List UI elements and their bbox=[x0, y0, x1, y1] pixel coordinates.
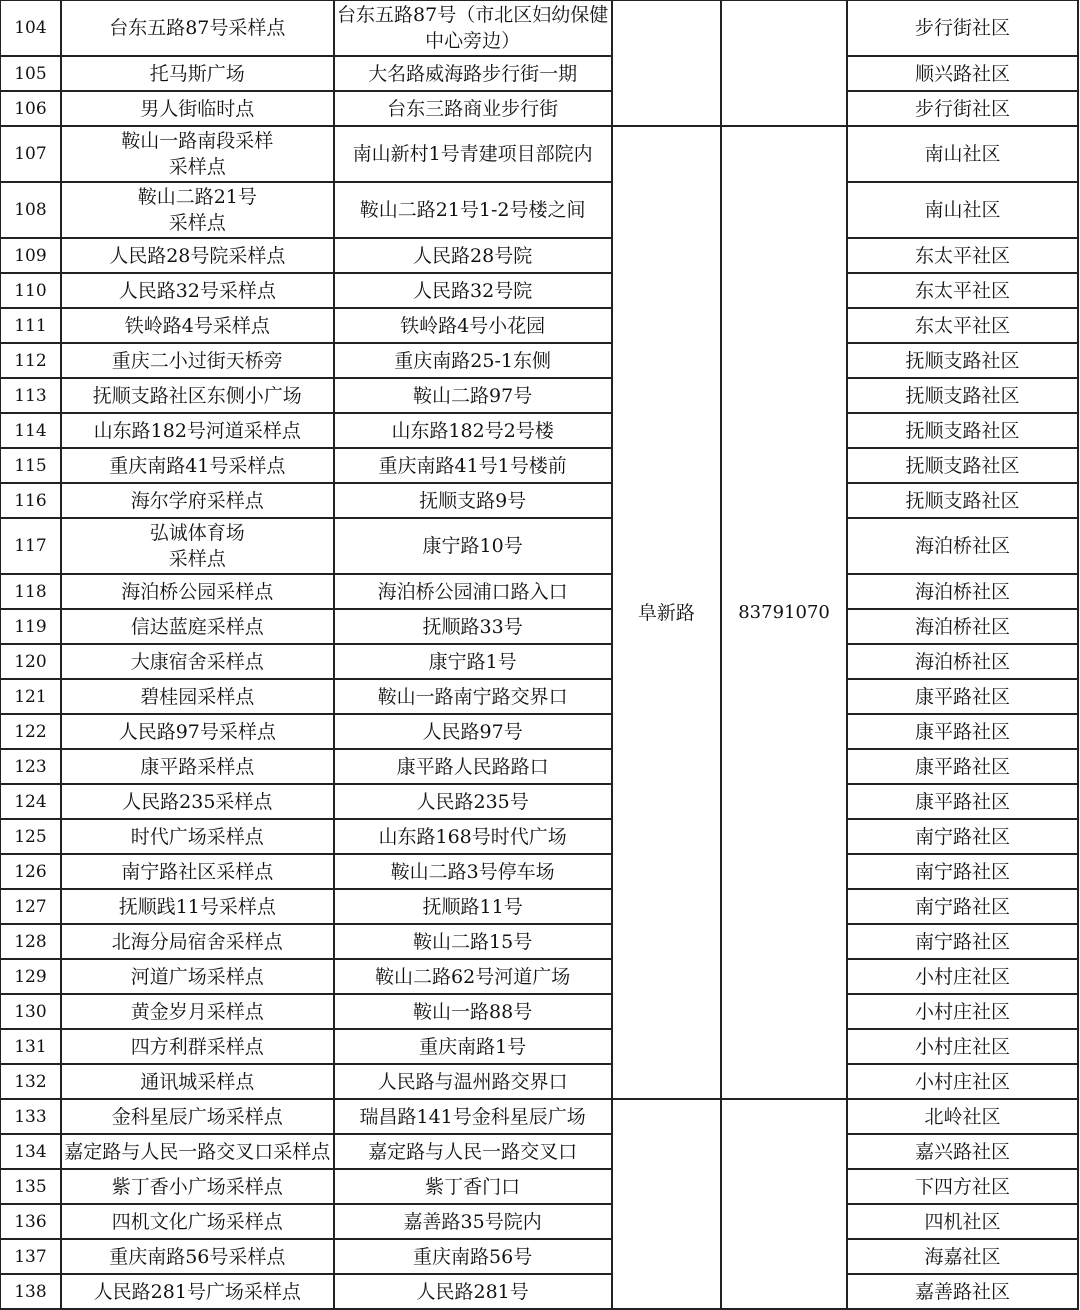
cell-line: 康平路人民路路口 bbox=[396, 755, 549, 778]
row-number: 126 bbox=[0, 854, 61, 889]
address-cell bbox=[334, 644, 612, 679]
table-row bbox=[0, 714, 1078, 749]
community-cell: 抚顺支路社区 bbox=[847, 483, 1078, 518]
community-cell: 南宁路社区 bbox=[847, 819, 1078, 854]
cell-line: 嘉定路与人民一路交叉口采样点 bbox=[64, 1140, 331, 1163]
table-row bbox=[0, 749, 1078, 784]
row-number: 108 bbox=[0, 182, 61, 238]
site-name-cell bbox=[61, 819, 334, 854]
community-cell: 下四方社区 bbox=[847, 1169, 1078, 1204]
address-cell bbox=[334, 483, 612, 518]
address-cell bbox=[334, 1239, 612, 1274]
cell-line: 鞍山二路15号 bbox=[413, 930, 533, 953]
cell-line: 康宁路1号 bbox=[428, 650, 517, 673]
cell-line: 嘉定路与人民一路交叉口 bbox=[368, 1140, 578, 1163]
row-number: 137 bbox=[0, 1239, 61, 1274]
site-name-cell bbox=[61, 959, 334, 994]
table-row bbox=[0, 378, 1078, 413]
cell-line: 台东五路87号采样点 bbox=[109, 17, 286, 39]
cell-line: 鞍山一路南宁路交界口 bbox=[377, 685, 568, 708]
community-cell: 小村庄社区 bbox=[847, 959, 1078, 994]
cell-line: 南山新村1号青建项目部院内 bbox=[352, 143, 593, 165]
community-cell: 康平路社区 bbox=[847, 714, 1078, 749]
table-row bbox=[0, 1274, 1078, 1309]
community-cell: 顺兴路社区 bbox=[847, 56, 1078, 91]
address-cell bbox=[334, 182, 612, 238]
cell-line: 人民路32号院 bbox=[413, 279, 533, 302]
table-row bbox=[0, 924, 1078, 959]
site-name-cell bbox=[61, 1134, 334, 1169]
row-number: 113 bbox=[0, 378, 61, 413]
cell-line: 采样点 bbox=[168, 156, 226, 178]
community-cell: 南山社区 bbox=[847, 126, 1078, 182]
community-cell: 南山社区 bbox=[847, 182, 1078, 238]
cell-line: 重庆南路25-1东侧 bbox=[394, 349, 551, 372]
address-cell bbox=[334, 308, 612, 343]
community-cell: 步行街社区 bbox=[847, 91, 1078, 126]
row-number: 119 bbox=[0, 609, 61, 644]
address-cell bbox=[334, 889, 612, 924]
cell-line: 人民路97号 bbox=[422, 720, 523, 743]
cell-line: 鞍山二路21号1-2号楼之间 bbox=[359, 199, 586, 221]
cell-line: 河道广场采样点 bbox=[130, 965, 264, 988]
row-number: 112 bbox=[0, 343, 61, 378]
table-row bbox=[0, 343, 1078, 378]
table-row bbox=[0, 308, 1078, 343]
community-cell: 小村庄社区 bbox=[847, 994, 1078, 1029]
cell-line: 重庆南路41号采样点 bbox=[109, 454, 286, 477]
community-cell: 东太平社区 bbox=[847, 308, 1078, 343]
table-row bbox=[0, 819, 1078, 854]
row-number: 109 bbox=[0, 238, 61, 273]
row-number: 110 bbox=[0, 273, 61, 308]
row-number: 122 bbox=[0, 714, 61, 749]
cell-line: 弘诚体育场 bbox=[149, 522, 245, 544]
cell-line: 鞍山二路21号 bbox=[137, 186, 257, 208]
cell-line: 南宁路社区采样点 bbox=[121, 860, 274, 883]
site-name-cell bbox=[61, 1274, 334, 1309]
community-cell: 海泊桥社区 bbox=[847, 574, 1078, 609]
site-name-cell bbox=[61, 574, 334, 609]
cell-line: 人民路235号 bbox=[416, 790, 529, 813]
district-cell bbox=[612, 1099, 722, 1309]
community-cell: 小村庄社区 bbox=[847, 1029, 1078, 1064]
site-name-cell bbox=[61, 749, 334, 784]
cell-line: 抚顺路33号 bbox=[422, 615, 523, 638]
table-row bbox=[0, 1099, 1078, 1134]
site-name-cell bbox=[61, 1204, 334, 1239]
cell-line: 鞍山二路62号河道广场 bbox=[375, 965, 571, 988]
row-number: 130 bbox=[0, 994, 61, 1029]
table-row bbox=[0, 126, 1078, 182]
row-number: 138 bbox=[0, 1274, 61, 1309]
site-name-cell bbox=[61, 448, 334, 483]
cell-line: 黄金岁月采样点 bbox=[130, 1000, 264, 1023]
cell-line: 人民路235采样点 bbox=[122, 790, 273, 813]
community-cell: 南宁路社区 bbox=[847, 854, 1078, 889]
site-name-cell bbox=[61, 343, 334, 378]
district-cell bbox=[612, 0, 722, 126]
cell-line: 山东路168号时代广场 bbox=[378, 825, 567, 848]
site-name-cell bbox=[61, 1029, 334, 1064]
address-cell bbox=[334, 679, 612, 714]
table-row bbox=[0, 1029, 1078, 1064]
table-row bbox=[0, 238, 1078, 273]
site-name-cell bbox=[61, 308, 334, 343]
row-number: 104 bbox=[0, 0, 61, 56]
community-cell: 四机社区 bbox=[847, 1204, 1078, 1239]
district-cell: 阜新路 bbox=[612, 126, 722, 1099]
site-name-cell bbox=[61, 854, 334, 889]
cell-line: 重庆南路41号1号楼前 bbox=[378, 454, 567, 477]
cell-line: 托马斯广场 bbox=[149, 62, 245, 85]
row-number: 132 bbox=[0, 1064, 61, 1099]
address-cell bbox=[334, 1169, 612, 1204]
community-cell: 抚顺支路社区 bbox=[847, 343, 1078, 378]
phone-cell bbox=[721, 1099, 847, 1309]
address-cell bbox=[334, 1274, 612, 1309]
row-number: 136 bbox=[0, 1204, 61, 1239]
cell-line: 采样点 bbox=[168, 548, 226, 570]
row-number: 105 bbox=[0, 56, 61, 91]
cell-line: 男人街临时点 bbox=[140, 97, 255, 120]
site-name-cell bbox=[61, 182, 334, 238]
site-name-cell bbox=[61, 273, 334, 308]
row-number: 129 bbox=[0, 959, 61, 994]
table-row bbox=[0, 1204, 1078, 1239]
cell-line: 鞍山一路南段采样 bbox=[121, 130, 274, 152]
site-name-cell bbox=[61, 784, 334, 819]
site-name-cell bbox=[61, 644, 334, 679]
community-cell: 抚顺支路社区 bbox=[847, 448, 1078, 483]
cell-line: 大名路威海路步行街一期 bbox=[368, 62, 578, 85]
cell-line: 铁岭路4号小花园 bbox=[400, 314, 546, 337]
row-number: 116 bbox=[0, 483, 61, 518]
row-number: 120 bbox=[0, 644, 61, 679]
cell-line: 康宁路10号 bbox=[422, 535, 523, 557]
cell-line: 台东三路商业步行街 bbox=[387, 97, 559, 120]
cell-line: 人民路与温州路交界口 bbox=[377, 1070, 568, 1093]
cell-line: 抚顺践11号采样点 bbox=[118, 895, 276, 918]
row-number: 118 bbox=[0, 574, 61, 609]
address-cell bbox=[334, 378, 612, 413]
address-cell bbox=[334, 448, 612, 483]
row-number: 134 bbox=[0, 1134, 61, 1169]
community-cell: 南宁路社区 bbox=[847, 924, 1078, 959]
community-cell: 海嘉社区 bbox=[847, 1239, 1078, 1274]
cell-line: 鞍山一路88号 bbox=[413, 1000, 533, 1023]
cell-line: 紫丁香门口 bbox=[425, 1175, 521, 1198]
table-row bbox=[0, 182, 1078, 238]
address-cell bbox=[334, 714, 612, 749]
site-name-cell bbox=[61, 1064, 334, 1099]
table-row bbox=[0, 889, 1078, 924]
table-row bbox=[0, 518, 1078, 574]
cell-line: 铁岭路4号采样点 bbox=[124, 314, 270, 337]
cell-line: 海泊桥公园采样点 bbox=[121, 580, 274, 603]
cell-line: 重庆南路1号 bbox=[419, 1035, 527, 1058]
community-cell: 康平路社区 bbox=[847, 679, 1078, 714]
table-row bbox=[0, 1169, 1078, 1204]
site-name-cell bbox=[61, 924, 334, 959]
table-row bbox=[0, 448, 1078, 483]
site-name-cell bbox=[61, 126, 334, 182]
cell-line: 四机文化广场采样点 bbox=[111, 1210, 283, 1233]
site-name-cell bbox=[61, 0, 334, 56]
cell-line: 抚顺支路社区东侧小广场 bbox=[92, 384, 302, 407]
cell-line: 采样点 bbox=[168, 212, 226, 234]
table-row bbox=[0, 91, 1078, 126]
site-name-cell bbox=[61, 679, 334, 714]
site-name-cell bbox=[61, 56, 334, 91]
table-row bbox=[0, 483, 1078, 518]
cell-line: 鞍山二路3号停车场 bbox=[390, 860, 555, 883]
cell-line: 康平路采样点 bbox=[140, 755, 255, 778]
address-cell bbox=[334, 574, 612, 609]
community-cell: 北岭社区 bbox=[847, 1099, 1078, 1134]
table-row bbox=[0, 644, 1078, 679]
site-name-cell bbox=[61, 483, 334, 518]
address-cell bbox=[334, 994, 612, 1029]
table-row bbox=[0, 413, 1078, 448]
table-row bbox=[0, 1064, 1078, 1099]
community-cell: 步行街社区 bbox=[847, 0, 1078, 56]
row-number: 121 bbox=[0, 679, 61, 714]
cell-line: 北海分局宿舍采样点 bbox=[111, 930, 283, 953]
site-name-cell bbox=[61, 1169, 334, 1204]
cell-line: 信达蓝庭采样点 bbox=[130, 615, 264, 638]
address-cell bbox=[334, 784, 612, 819]
cell-line: 人民路281号 bbox=[416, 1280, 529, 1303]
table-row bbox=[0, 854, 1078, 889]
cell-line: 重庆南路56号采样点 bbox=[109, 1245, 286, 1268]
site-name-cell bbox=[61, 714, 334, 749]
cell-line: 山东路182号河道采样点 bbox=[93, 419, 301, 442]
address-cell bbox=[334, 1029, 612, 1064]
cell-line: 碧桂园采样点 bbox=[140, 685, 255, 708]
row-number: 133 bbox=[0, 1099, 61, 1134]
cell-line: 山东路182号2号楼 bbox=[391, 419, 554, 442]
table-row bbox=[0, 574, 1078, 609]
row-number: 128 bbox=[0, 924, 61, 959]
cell-line: 瑞昌路141号金科星辰广场 bbox=[359, 1105, 586, 1128]
address-cell bbox=[334, 854, 612, 889]
community-cell: 抚顺支路社区 bbox=[847, 378, 1078, 413]
cell-line: 重庆南路56号 bbox=[413, 1245, 533, 1268]
table-row bbox=[0, 679, 1078, 714]
community-cell: 抚顺支路社区 bbox=[847, 413, 1078, 448]
community-cell: 嘉兴路社区 bbox=[847, 1134, 1078, 1169]
community-cell: 海泊桥社区 bbox=[847, 644, 1078, 679]
site-name-cell bbox=[61, 994, 334, 1029]
site-name-cell bbox=[61, 238, 334, 273]
cell-line: 抚顺路11号 bbox=[422, 895, 523, 918]
community-cell: 康平路社区 bbox=[847, 784, 1078, 819]
site-name-cell bbox=[61, 889, 334, 924]
community-cell: 海泊桥社区 bbox=[847, 609, 1078, 644]
phone-cell bbox=[721, 0, 847, 126]
cell-line: 四方利群采样点 bbox=[130, 1035, 264, 1058]
site-name-cell bbox=[61, 1099, 334, 1134]
address-cell bbox=[334, 1064, 612, 1099]
address-cell bbox=[334, 126, 612, 182]
site-name-cell bbox=[61, 1239, 334, 1274]
cell-line: 鞍山二路97号 bbox=[413, 384, 533, 407]
cell-line: 重庆二小过街天桥旁 bbox=[111, 349, 283, 372]
table-row bbox=[0, 994, 1078, 1029]
cell-line: 紫丁香小广场采样点 bbox=[111, 1175, 283, 1198]
cell-line: 海尔学府采样点 bbox=[130, 489, 264, 512]
address-cell bbox=[334, 91, 612, 126]
community-cell: 康平路社区 bbox=[847, 749, 1078, 784]
site-name-cell bbox=[61, 378, 334, 413]
phone-cell: 83791070 bbox=[721, 126, 847, 1099]
cell-line: 人民路28号院 bbox=[413, 244, 533, 267]
cell-line: 通讯城采样点 bbox=[140, 1070, 255, 1093]
cell-line: 人民路32号采样点 bbox=[118, 279, 276, 302]
community-cell: 南宁路社区 bbox=[847, 889, 1078, 924]
address-cell bbox=[334, 518, 612, 574]
row-number: 125 bbox=[0, 819, 61, 854]
cell-line: 人民路28号院采样点 bbox=[109, 244, 286, 267]
cell-line: 台东五路87号（市北区妇幼保健 bbox=[337, 4, 609, 26]
address-cell bbox=[334, 1134, 612, 1169]
community-cell: 嘉善路社区 bbox=[847, 1274, 1078, 1309]
site-name-cell bbox=[61, 609, 334, 644]
cell-line: 抚顺支路9号 bbox=[419, 489, 527, 512]
address-cell bbox=[334, 959, 612, 994]
site-name-cell bbox=[61, 91, 334, 126]
address-cell bbox=[334, 0, 612, 56]
row-number: 115 bbox=[0, 448, 61, 483]
community-cell: 小村庄社区 bbox=[847, 1064, 1078, 1099]
address-cell bbox=[334, 343, 612, 378]
community-cell: 海泊桥社区 bbox=[847, 518, 1078, 574]
address-cell bbox=[334, 413, 612, 448]
table-row bbox=[0, 959, 1078, 994]
row-number: 123 bbox=[0, 749, 61, 784]
row-number: 124 bbox=[0, 784, 61, 819]
address-cell bbox=[334, 749, 612, 784]
cell-line: 嘉善路35号院内 bbox=[403, 1210, 542, 1233]
table-row bbox=[0, 1134, 1078, 1169]
row-number: 111 bbox=[0, 308, 61, 343]
row-number: 131 bbox=[0, 1029, 61, 1064]
address-cell bbox=[334, 924, 612, 959]
row-number: 114 bbox=[0, 413, 61, 448]
cell-line: 人民路97号采样点 bbox=[118, 720, 276, 743]
row-number: 127 bbox=[0, 889, 61, 924]
table-row bbox=[0, 609, 1078, 644]
cell-line: 金科星辰广场采样点 bbox=[111, 1105, 283, 1128]
cell-line: 时代广场采样点 bbox=[130, 825, 264, 848]
address-cell bbox=[334, 273, 612, 308]
community-cell: 东太平社区 bbox=[847, 273, 1078, 308]
address-cell bbox=[334, 1204, 612, 1239]
address-cell bbox=[334, 56, 612, 91]
site-name-cell bbox=[61, 413, 334, 448]
cell-line: 人民路281号广场采样点 bbox=[93, 1280, 301, 1303]
table-row bbox=[0, 0, 1078, 56]
cell-line: 中心旁边） bbox=[425, 30, 521, 52]
table-row bbox=[0, 784, 1078, 819]
address-cell bbox=[334, 238, 612, 273]
row-number: 117 bbox=[0, 518, 61, 574]
row-number: 135 bbox=[0, 1169, 61, 1204]
cell-line: 大康宿舍采样点 bbox=[130, 650, 264, 673]
community-cell: 东太平社区 bbox=[847, 238, 1078, 273]
address-cell bbox=[334, 819, 612, 854]
address-cell bbox=[334, 1099, 612, 1134]
row-number: 107 bbox=[0, 126, 61, 182]
table-row bbox=[0, 273, 1078, 308]
site-name-cell bbox=[61, 518, 334, 574]
table-row bbox=[0, 56, 1078, 91]
row-number: 106 bbox=[0, 91, 61, 126]
address-cell bbox=[334, 609, 612, 644]
table-row bbox=[0, 1239, 1078, 1274]
cell-line: 海泊桥公园浦口路入口 bbox=[377, 580, 568, 603]
